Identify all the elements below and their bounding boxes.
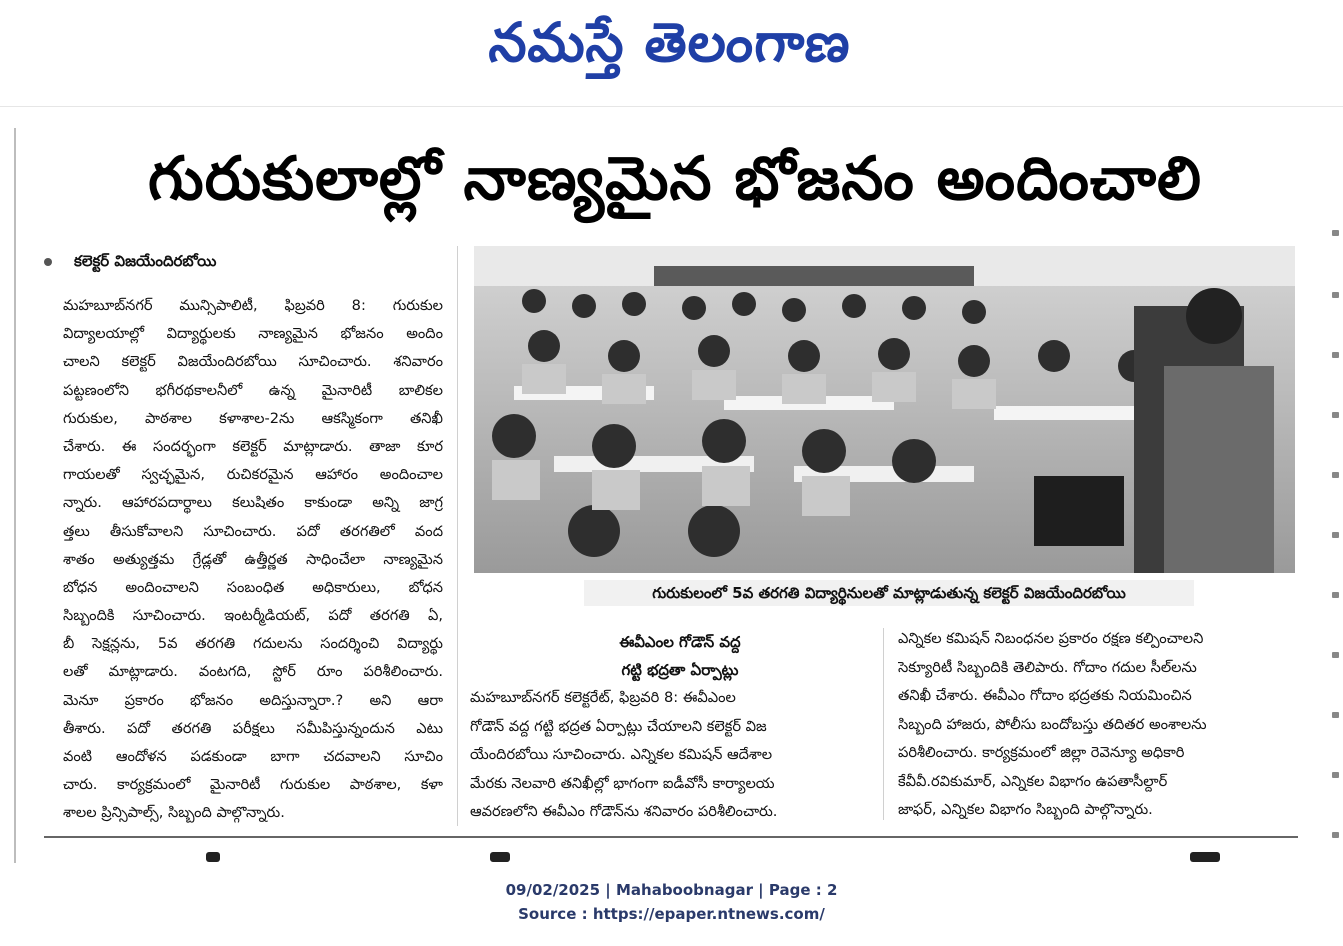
masthead-divider: [0, 106, 1343, 107]
article-line: బీ సెక్షన్లను, 5వ తరగతి గదులను సందర్శించి విద్యార్థు: [63, 635, 443, 653]
article-line: త్తలు తీసుకోవాలని సూచించారు. పదో తరగతిలో వంద: [63, 522, 443, 540]
article-line: గురుకుల, పాఠశాల కళాశాల-2ను ఆకస్మికంగా తనిఖీ: [63, 409, 443, 427]
second-article-heading: [470, 628, 890, 684]
column-divider: [457, 246, 458, 826]
article-line: మేరకు నెలవారి తనిఖీల్లో భాగంగా ఐడీవోసీ కార్యాలయ: [470, 774, 775, 792]
article-line: గోడౌన్ వద్ద గట్టి భద్రత ఏర్పాట్లు చేయాలని కలెక్టర్ విజ: [470, 717, 767, 735]
bottom-rule: [44, 836, 1298, 838]
article-line: పరిశీలించారు. కార్యక్రమంలో జిల్లా రెవెన్యూ అధికారి: [898, 744, 1185, 761]
footer-date-edition: 09/02/2025 | Mahaboobnagar | Page : 2: [505, 881, 838, 899]
article-line: బోధన అందించాలని సంబంధిత అధికారులు, బోధన: [63, 578, 443, 596]
article-line: న్నారు. ఆహారపదార్థాలు కలుషితం కాకుండా అన్ని జాగ్ర: [63, 494, 443, 512]
article-line: తనిఖీ చేశారు. ఈవీఎం గోదాం భద్రతకు నియమించిన: [898, 687, 1192, 704]
byline: [44, 250, 216, 272]
article-line: చారు. కార్యక్రమంలో మైనారిటీ గురుకుల పాఠశాల, కళా: [63, 776, 443, 794]
photo-caption: గురుకులంలో 5వ తరగతి విద్యార్థినులతో మాట్లాడుతున్న కలెక్టర్ విజయేందిరబోయి: [584, 580, 1194, 606]
article-line: వంటి ఆందోళన పడకుండా బాగా చదవాలని సూచిం: [63, 748, 443, 765]
article-line: పట్టణంలోని భగీరథకాలనీలో ఉన్న మైనారిటీ బాలికల: [63, 381, 443, 399]
second-article-column-2: [898, 625, 1298, 825]
classroom-photo-graphic: [474, 246, 1295, 573]
article-line: సెక్యూరిటీ సిబ్బందికి తెలిపారు. గోదాం గదుల సీల్‌లను: [898, 658, 1197, 676]
adjacent-column-edge: [1328, 142, 1343, 877]
article-line: మహబూబ్‌నగర్ కలెక్టరేట్, ఫిబ్రవరి 8: ఈవీఎంల: [470, 689, 736, 706]
article-line: చేశారు. ఈ సందర్భంగా కలెక్టర్ మాట్లాడారు. తాజా కూర: [63, 437, 443, 455]
article-line: శాలల ప్రిన్సిపాల్స్, సిబ్బంది పాల్గొన్నారు.: [63, 804, 285, 822]
bullet-icon: [44, 258, 52, 266]
second-article-heading-line: గట్టి భద్రతా ఏర్పాట్లు: [621, 661, 739, 679]
article-line: తీశారు. పదో తరగతి పరీక్షలు సమీపిస్తున్నందున ఎటు: [63, 719, 443, 737]
article-line: మెనూ ప్రకారం భోజనం అదిస్తున్నారా.? అని ఆరా: [63, 691, 443, 709]
article-line: యేందిరబోయి సూచించారు. ఎన్నికల కమిషన్ ఆదేశాల: [470, 746, 773, 763]
epaper-footer: [0, 878, 1343, 926]
article-line: మహబూబ్‌నగర్ మున్సిపాలిటీ, ఫిబ్రవరి 8: గురుకుల: [63, 297, 443, 314]
article-line: లతో మాట్లాడారు. వంటగది, స్టోర్ రూం పరిశీలించారు.: [63, 663, 443, 681]
article-line: కేవీవీ.రవికుమార్, ఎన్నికల విభాగం ఉపతాసీల్దార్: [898, 772, 1168, 790]
article-line: విద్యాలయాల్లో విద్యార్థులకు నాణ్యమైన భోజనం అందిం: [63, 325, 443, 343]
article-line: గాయలతో స్వచ్ఛమైన, రుచికరమైన ఆహారం అందించాల: [63, 466, 443, 484]
page-headline: గురుకులాల్లో నాణ్యమైన భోజనం అందించాలి: [147, 144, 1203, 214]
article-line: శాతం అత్యుత్తమ గ్రేడ్లతో ఉత్తీర్ణత సాధించేలా నాణ్యమైన: [63, 550, 443, 568]
cropped-text-fragment: [1190, 852, 1220, 862]
main-article-body: [63, 292, 443, 828]
article-line: చాలని కలెక్టర్ విజయేందిరబోయి సూచించారు. శనివారం: [63, 353, 443, 371]
newspaper-logo: నమస్తే తెలంగాణ: [486, 11, 854, 74]
article-line: సిబ్బందికి సూచించారు. ఇంటర్మీడియట్, పదో తరగతి ఏ,: [63, 607, 443, 625]
article-line: ఎన్నికల కమిషన్ నిబంధనల ప్రకారం రక్షణ కల్పించాలని: [898, 630, 1204, 647]
byline-text: కలెక్టర్ విజయేందిరబోయి: [74, 252, 217, 270]
second-article-column-1: [470, 684, 866, 827]
news-photo: [474, 246, 1295, 573]
footer-source[interactable]: Source : https://epaper.ntnews.com/: [518, 905, 825, 923]
article-line: జాఫర్, ఎన్నికల విభాగం సిబ్బంది పాల్గొన్నారు.: [898, 801, 1153, 818]
cropped-text-fragment: [490, 852, 510, 862]
article-line: సిబ్బంది హాజరు, పోలీసు బందోబస్తు తదితర అంశాలను: [898, 715, 1207, 733]
cropped-text-fragment: [206, 852, 220, 862]
second-article-heading-line: ఈవీఎంల గోడౌన్ వద్ద: [619, 633, 741, 651]
column-divider: [883, 628, 884, 820]
left-margin-rule: [14, 128, 16, 863]
masthead: [0, 0, 1343, 106]
article-line: ఆవరణలోని ఈవీఎం గోడౌన్‌ను శనివారం పరిశీలించారు.: [470, 803, 778, 820]
